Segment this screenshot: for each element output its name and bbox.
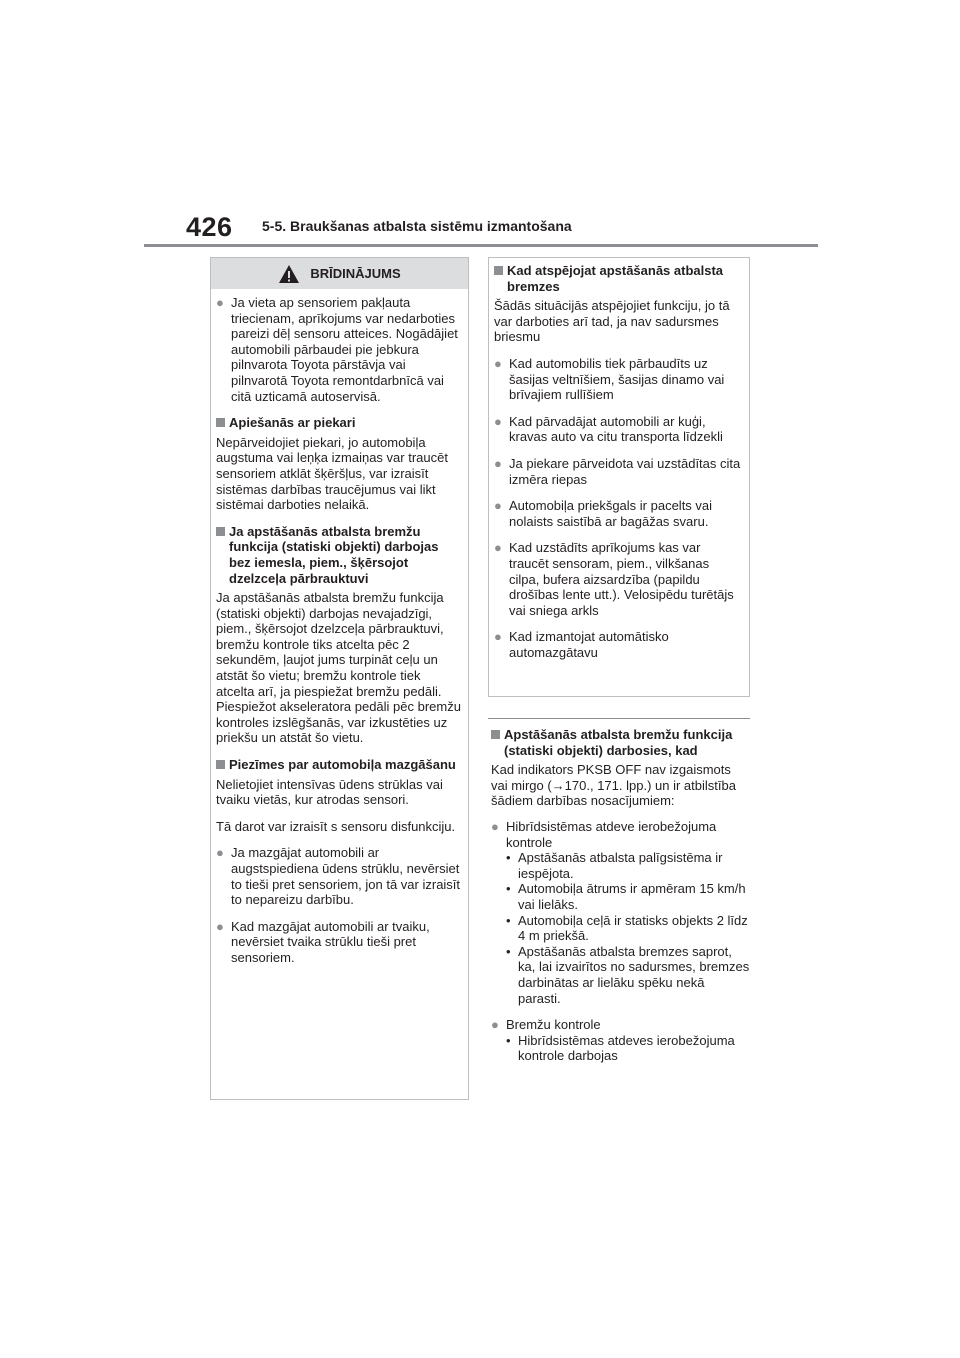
warning-title: BRĪDINĀJUMS bbox=[310, 266, 401, 281]
subheading-text: Apstāšanās atbalsta bremžu funkcija (statiski objekti) darbosies, kad bbox=[504, 727, 733, 758]
square-bullet-icon bbox=[216, 415, 229, 431]
sub-list-item: • Hibrīdsistēmas atdeves ierobežojuma kontrole darbojas bbox=[506, 1033, 750, 1064]
sub-list bbox=[506, 1033, 750, 1064]
bullet-dot-icon: ● bbox=[494, 498, 502, 514]
subheading bbox=[216, 524, 462, 586]
list-item bbox=[494, 414, 743, 445]
list-item bbox=[494, 356, 743, 403]
bullet-dot-icon: ● bbox=[494, 413, 502, 429]
bullet-dot-icon: ● bbox=[494, 355, 502, 371]
bullet-dot-icon: ● bbox=[491, 1017, 499, 1033]
paragraph: Šādās situācijās atspējojiet funkciju, jo tā var darboties arī tad, ja nav sadursmes briesmu bbox=[494, 298, 730, 345]
section-title: 5-5. Braukšanas atbalsta sistēmu izmantošana bbox=[262, 218, 572, 234]
warning-body bbox=[211, 289, 468, 966]
list-item bbox=[494, 540, 743, 618]
bullet-text: Kad uzstādīts aprīkojums kas var traucēt sensoram, piem., vilkšanas cilpa, bufera aizsardzība (papildu drošības lente utt.). Velosipēdu turētājs vai sniega arkls bbox=[509, 540, 734, 618]
disable-info-box bbox=[488, 257, 750, 697]
bullet-dot-icon: ● bbox=[491, 818, 499, 834]
square-bullet-icon bbox=[491, 727, 504, 758]
bullet-dot-icon: ● bbox=[216, 918, 224, 934]
bullet-text: Kad pārvadājat automobili ar kuģi, kravas auto va citu transporta līdzekli bbox=[509, 413, 723, 445]
warning-header bbox=[211, 258, 468, 289]
subheading-text: Apiešanās ar piekari bbox=[229, 415, 356, 431]
disable-info-body bbox=[489, 258, 749, 660]
square-bullet-icon bbox=[216, 524, 229, 586]
bullet-dot-icon: ● bbox=[494, 540, 502, 556]
bullet-text: Bremžu kontrole bbox=[506, 1017, 601, 1033]
sub-list bbox=[506, 850, 750, 1006]
bullet-dot-icon: ● bbox=[494, 629, 502, 645]
bullet-text: Ja piekare pārveidota vai uzstādītas cita izmēra riepas bbox=[509, 455, 741, 487]
bullet-text: Kad izmantojat automātisko automazgātavu bbox=[509, 629, 669, 660]
list-item bbox=[216, 845, 462, 907]
list-item bbox=[216, 295, 462, 404]
list-item bbox=[494, 629, 743, 660]
header-divider bbox=[144, 244, 818, 247]
bullet-text: Automobiļa priekšgals ir pacelts vai nolaists saistībā ar bagāžas svaru. bbox=[509, 498, 713, 529]
square-bullet-icon bbox=[216, 757, 229, 773]
list-item bbox=[494, 498, 743, 529]
square-bullet-icon bbox=[494, 263, 507, 294]
subheading bbox=[491, 727, 750, 758]
bullet-text: Ja mazgājat automobili ar augstspiediena ūdens strūklu, nevērsiet to tieši pret sensoriem, jon tā var izraisīt to nepareizu darbību. bbox=[231, 845, 461, 908]
bullet-dot-icon: ● bbox=[494, 455, 502, 471]
bullet-dot-icon: ● bbox=[216, 845, 224, 861]
sub-list-item: • Automobiļa ceļā ir statisks objekts 2 līdz 4 m priekšā. bbox=[506, 913, 750, 944]
bullet-text: Hibrīdsistēmas atdeve ierobežojuma kontrole bbox=[506, 818, 717, 850]
sub-list-item: • Automobiļa ātrums ir apmēram 15 km/h vai lielāks. bbox=[506, 881, 750, 912]
warning-box bbox=[210, 257, 469, 1100]
subheading-text: Piezīmes par automobiļa mazgāšanu bbox=[229, 757, 456, 773]
subheading bbox=[216, 415, 462, 431]
sub-list-item: • Apstāšanās atbalsta palīgsistēma ir iespējota. bbox=[506, 850, 750, 881]
subheading-text: Kad atspējojat apstāšanās atbalsta bremzes bbox=[507, 263, 724, 294]
warning-triangle-icon bbox=[278, 264, 300, 284]
subheading-text: Ja apstāšanās atbalsta bremžu funkcija (statiski objekti) darbojas bez iemesla, piem., šķērsojot dzelzceļa pārbrauktuvi bbox=[229, 523, 439, 586]
paragraph: Kad indikators PKSB OFF nav izgaismots vai mirgo (→170., 171. lpp.) un ir atbilstība šādiem darbības nosacījumiem: bbox=[491, 762, 736, 809]
bullet-text: Kad automobilis tiek pārbaudīts uz šasijas veltnīšiem, šasijas dinamo vai brīvajiem rullīšiem bbox=[509, 355, 725, 403]
list-item bbox=[491, 1017, 750, 1033]
bullet-dot-icon: ● bbox=[216, 295, 224, 310]
page-number: 426 bbox=[186, 212, 233, 242]
subheading bbox=[216, 757, 462, 773]
operation-section bbox=[488, 718, 750, 1075]
bullet-text: Kad mazgājat automobili ar tvaiku, nevērsiet tvaika strūklu tieši pret sensoriem. bbox=[231, 918, 430, 965]
list-item bbox=[494, 456, 743, 487]
paragraph: Nelietojiet intensīvas ūdens strūklas vai tvaiku vietās, kur atrodas sensori. bbox=[216, 776, 443, 808]
bullet-text: Ja vieta ap sensoriem pakļauta triecienam, aprīkojums var nedarboties pareizi dēļ sensoru atteices. Nogādājiet automobili pārbaudei pie jebkura pilnvarota Toyota pārstāvja vai pilnvarotā Toyota remontdarbnīcā vai citā uzticamā autoservisā. bbox=[231, 295, 458, 404]
list-item bbox=[216, 919, 462, 966]
paragraph: Nepārveidojiet piekari, jo automobiļa augstuma vai leņķa izmaiņas var traucēt sensoriem atklāt šķēršļus, var izraisīt sistēmas darbības traucējumus vai likt sistēmai darboties nelaikā. bbox=[216, 434, 448, 513]
subheading bbox=[494, 263, 743, 294]
sub-list-item: • Apstāšanās atbalsta bremzes saprot, ka, lai izvairītos no sadursmes, bremzes darbinātas ar lielāku spēku nekā parasti. bbox=[506, 944, 750, 1006]
paragraph: Tā darot var izraisīt s sensoru disfunkciju. bbox=[216, 818, 456, 834]
section-divider bbox=[488, 718, 750, 719]
paragraph: Ja apstāšanās atbalsta bremžu funkcija (statiski objekti) darbojas nevajadzīgi, piem., šķērsojot dzelzceļa pārbrauktuvi, bremžu kontrole tiks atcelta pēc 2 sekundēm, ļaujot jums turpināt ceļu un atstāt šo vietu; bremžu kontrole tiek atcelta arī, ja piespiežat bremžu pedāli. Piespiežot akseleratora pedāli pēc bremžu kontroles izslēgšanās, var izkustēties uz priekšu un atstāt šo vietu. bbox=[216, 590, 461, 746]
list-item bbox=[491, 819, 750, 850]
